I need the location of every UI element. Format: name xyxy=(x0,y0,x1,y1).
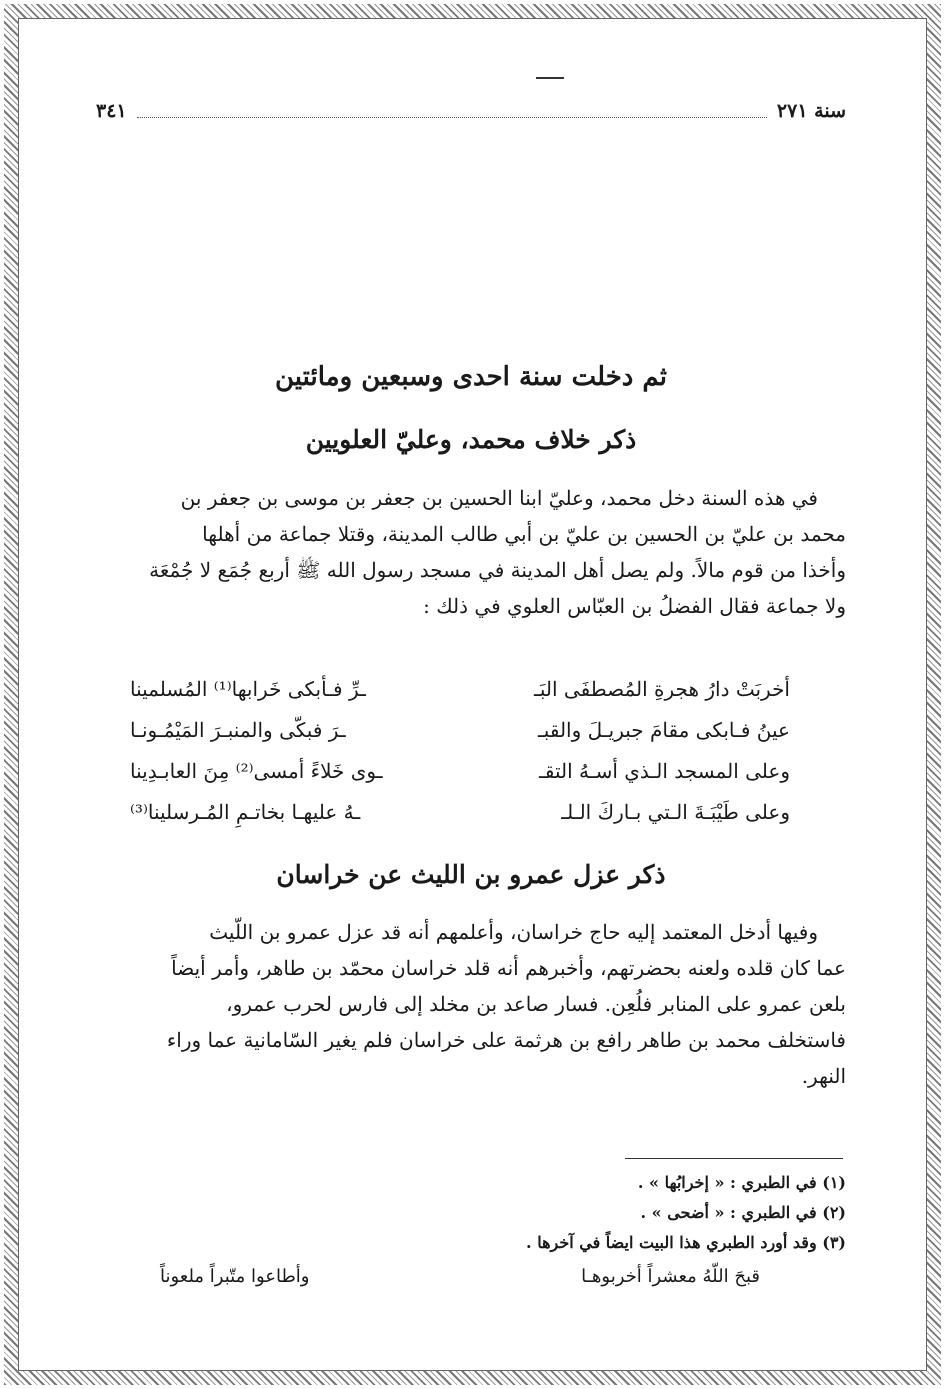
para1-line: وأخذا من قوم مالاً. ولم يصل أهل المدينة في مسجد رسول الله ﷺ أربع جُمَع لا جُمْعَة xyxy=(149,558,846,582)
para2-line: عما كان قلده ولعنه بحضرتهم، وأخبرهم أنه قلد خراسان محمّد بن طاهر، وأمر أيضاً xyxy=(171,956,846,980)
verse-second-hemistich: ـرَ فبكّى والمنبـرَ المَيْمُـونـا xyxy=(130,717,346,742)
verse-second-hemistich: ـرِّ فـأبكى خَرابها⁽¹⁾ المُسلمينا xyxy=(130,676,366,701)
verse xyxy=(130,791,790,832)
verse-second-hemistich: ـهُ عليهـا بخاتـمِ المُـرسلينا⁽³⁾ xyxy=(130,799,361,824)
running-header xyxy=(96,96,846,126)
verse-first-hemistich: عينُ فـابكى مقامَ جبريـلَ والقبـ xyxy=(537,717,790,742)
poem xyxy=(130,668,790,832)
verse-first-hemistich: وعلى طَيْبَـةَ الـتي بـاركَ الـلـ xyxy=(561,799,790,824)
verse xyxy=(130,750,790,791)
para2-line: النهر. xyxy=(801,1064,846,1088)
para1-line: محمد بن عليّ بن الحسين بن عليّ بن أبي طالب المدينة، وقتلا جماعة من أهلها xyxy=(202,522,846,546)
footnote: (١) في الطبري : « إخرابُها » . xyxy=(637,1173,846,1192)
header-dots xyxy=(137,105,767,118)
header-year: سنة ٢٧١ xyxy=(776,100,846,122)
footnote-rule xyxy=(625,1158,843,1159)
footnotes xyxy=(96,1168,846,1258)
para2-line: بلعن عمرو على المنابر فلُعِن. فسار صاعد بن مخلد إلى فارس لحرب عمرو، xyxy=(226,992,846,1016)
footnote-verse-first: قبحَ اللّهُ معشراً أخربوهـا xyxy=(581,1266,760,1287)
footnote-verse-second: وأطاعوا متّبراً ملعوناً xyxy=(160,1266,310,1287)
para1-line: في هذه السنة دخل محمد، وعليّ ابنا الحسين بن جعفر بن موسى بن جعفر بن xyxy=(180,486,818,510)
footnote-verse xyxy=(160,1266,760,1287)
year-entry-title: ثم دخلت سنة احدى وسبعين ومائتين xyxy=(275,362,667,392)
verse xyxy=(130,668,790,709)
verse-first-hemistich: أخربَتْ دارُ هجرةِ المُصطفَى البَـ xyxy=(534,676,790,701)
verse-second-hemistich: ـوى خَلاءً أمسى⁽²⁾ مِنَ العابـدِينا xyxy=(130,758,383,783)
para1-line: ولا جماعة فقال الفضلُ بن العبّاس العلوي في ذلك : xyxy=(423,594,846,618)
paragraph-2 xyxy=(96,914,846,1094)
verse-first-hemistich: وعلى المسجد الـذي أسـهُ التقـ xyxy=(539,758,790,783)
top-dash xyxy=(536,77,564,79)
para2-line: فاستخلف محمد بن طاهر رافع بن هرثمة على خراسان فلم يغير السّامانية عما وراء xyxy=(166,1028,846,1052)
paragraph-1 xyxy=(96,480,846,624)
section-title-2: ذكر عزل عمرو بن الليث عن خراسان xyxy=(276,860,666,889)
footnote: (٢) في الطبري : « أضحى » . xyxy=(640,1203,846,1222)
footnote: (٣) وقد أورد الطبري هذا البيت ايضاً في آخرها . xyxy=(526,1233,846,1252)
section-title-1: ذكر خلاف محمد، وعليّ العلويين xyxy=(305,425,637,454)
verse xyxy=(130,709,790,750)
para2-line: وفيها أدخل المعتمد إليه حاج خراسان، وأعلمهم أنه قد عزل عمرو بن اللّيث xyxy=(209,920,818,944)
page-number: ٣٤١ xyxy=(96,100,127,122)
